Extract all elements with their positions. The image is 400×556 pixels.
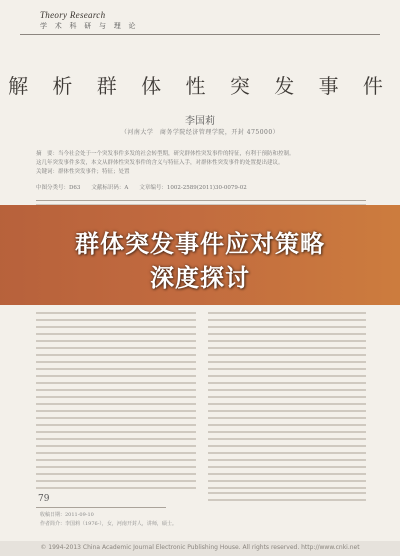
body-text-line (208, 466, 366, 468)
body-text-line (208, 431, 366, 433)
abstract-line: 这几年突发事件多发，本文从群体性突发事件的含义与特征入手，对群体性突发事件的处置提出建议。 (36, 160, 284, 166)
body-text-line (36, 333, 196, 335)
body-text-line (208, 438, 366, 440)
body-text-line (208, 333, 366, 335)
article-affiliation: （河南大学 商务学院经济管理学院，开封 475000） (120, 129, 280, 136)
body-text-line (208, 354, 366, 356)
body-text-line (36, 375, 196, 377)
body-text-line (36, 438, 196, 440)
banner-title-line2: 深度探讨 (150, 264, 250, 292)
body-text-line (208, 319, 366, 321)
body-text-line (36, 361, 196, 363)
body-text-line (208, 396, 366, 398)
body-text-line (36, 452, 196, 454)
body-text-line (36, 347, 196, 349)
body-text-line (36, 368, 196, 370)
body-text-line (36, 389, 196, 391)
header-divider (20, 34, 380, 35)
body-text-line (208, 382, 366, 384)
journal-name-en: Theory Research (40, 10, 106, 20)
copyright-notice: © 1994-2013 China Academic Journal Electronic Publishing House. All rights reserved. http://www.cnki.net (40, 544, 360, 551)
body-text-line (208, 459, 366, 461)
body-text-line (208, 361, 366, 363)
abstract-line: 摘 要：当今社会处于一个突发事件多发的社会转型期，研究群体性突发事件的特征，有利于预防和控制。 (36, 151, 295, 157)
body-text-line (36, 396, 196, 398)
footnote-author: 作者简介：李国莉（1976-），女，河南开封人，讲师，硕士。 (40, 521, 177, 527)
body-text-line (36, 403, 196, 405)
body-text-line (208, 424, 366, 426)
journal-header (40, 10, 139, 31)
page-number: 79 (38, 494, 50, 504)
body-text-line (208, 487, 366, 489)
article-author: 李国莉 (185, 116, 215, 127)
body-text-line (36, 480, 196, 482)
body-text-line (208, 368, 366, 370)
body-text-line (208, 410, 366, 412)
body-text-line (208, 492, 366, 494)
classification-meta: 中图分类号：D63 文献标识码：A 文章编号：1002-2589(2011)30-0079-02 (36, 185, 247, 191)
body-text-line (208, 480, 366, 482)
body-text-line (36, 326, 196, 328)
body-text-line (208, 499, 366, 501)
body-text-line (208, 417, 366, 419)
body-text-line (208, 347, 366, 349)
footnote-received: 收稿日期：2011-09-10 (40, 512, 94, 518)
body-text-line (36, 340, 196, 342)
banner-title-line1: 群体突发事件应对策略 (75, 230, 325, 258)
body-text-line (36, 473, 196, 475)
body-text-line (36, 487, 196, 489)
body-text-line (36, 312, 196, 314)
footnote-divider (36, 507, 166, 508)
keywords-line: 关键词：群体性突发事件；特征；处置 (36, 169, 130, 175)
journal-name-cn: 学 术 科 研 与 理 论 (40, 22, 139, 30)
body-text-line (208, 389, 366, 391)
body-text-line (36, 459, 196, 461)
body-text-line (36, 417, 196, 419)
abstract (36, 150, 366, 177)
body-text-line (36, 431, 196, 433)
body-text-line (208, 473, 366, 475)
body-text-line (208, 326, 366, 328)
body-text-line (36, 424, 196, 426)
body-text-line (208, 445, 366, 447)
abstract-divider (36, 200, 366, 201)
body-text-line (36, 410, 196, 412)
body-text-line (36, 319, 196, 321)
body-text-line (208, 452, 366, 454)
body-text-line (36, 445, 196, 447)
body-text-line (36, 382, 196, 384)
body-text-line (208, 340, 366, 342)
body-text-line (36, 466, 196, 468)
body-text-line (208, 375, 366, 377)
body-text-line (36, 354, 196, 356)
body-text-line (208, 312, 366, 314)
body-text-line (208, 403, 366, 405)
article-title: 解 析 群 体 性 突 发 事 件 (8, 74, 392, 98)
